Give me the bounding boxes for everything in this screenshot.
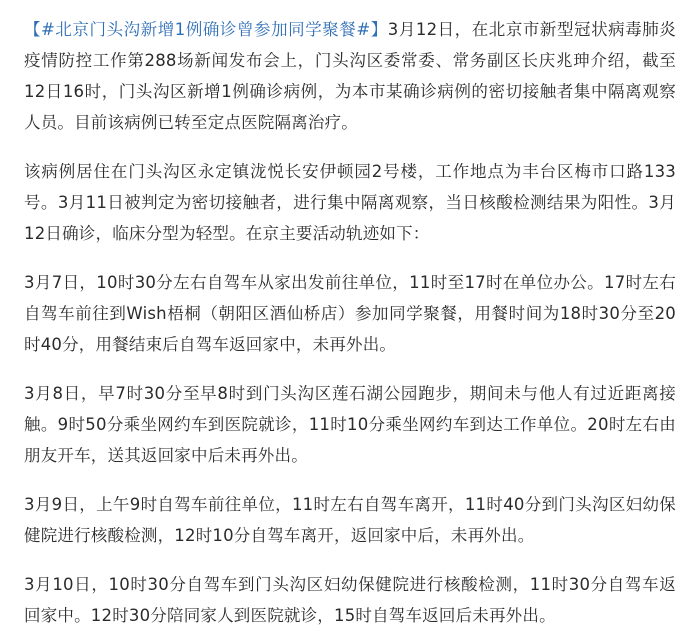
paragraph-2 [24,156,676,249]
paragraph-1-text: 3月12日，在北京市新型冠状病毒肺炎疫情防控工作第288场新闻发布会上，门头沟区委常委、常务副区长庆兆珅介绍，截至12日16时，门头沟区新增1例确诊病例，为本市某确诊病例的密切接触者集中隔离观察人员。目前该病例已转至定点医院隔离治疗。 [24,20,676,132]
paragraph-3-text: 3月7日，10时30分左右自驾车从家出发前往单位，11时至17时在单位办公。17时左右自驾车前往到Wish梧桐（朝阳区酒仙桥店）参加同学聚餐，用餐时间为18时30分至20时40分，用餐结束后自驾车返回家中，未再外出。 [24,273,676,354]
paragraph-4-text: 3月8日，早7时30分至早8时到门头沟区莲石湖公园跑步，期间未与他人有过近距离接触。9时50分乘坐网约车到医院就诊，11时10分乘坐网约车到达工作单位。20时左右由朋友开车，送其返回家中后未再外出。 [24,384,676,465]
paragraph-3 [24,267,676,360]
paragraph-5 [24,489,676,551]
paragraph-1 [24,14,676,138]
paragraph-6-text: 3月10日，10时30分自驾车到门头沟区妇幼保健院进行核酸检测，11时30分自驾车返回家中。12时30分陪同家人到医院就诊，15时自驾车返回后未再外出。 [24,575,676,625]
paragraph-6 [24,569,676,631]
paragraph-2-text: 该病例居住在门头沟区永定镇泷悦长安伊顿园2号楼，工作地点为丰台区梅市口路133号。3月11日被判定为密切接触者，进行集中隔离观察，当日核酸检测结果为阳性。3月12日确诊，临床分型为轻型。在京主要活动轨迹如下： [24,162,676,243]
paragraph-4 [24,378,676,471]
paragraph-5-text: 3月9日，上午9时自驾车前往单位，11时左右自驾车离开，11时40分到门头沟区妇幼保健院进行核酸检测，12时10分自驾车离开，返回家中后，未再外出。 [24,495,676,545]
hashtag-topic-link[interactable]: 【#北京门头沟新增1例确诊曾参加同学聚餐#】 [24,20,388,39]
